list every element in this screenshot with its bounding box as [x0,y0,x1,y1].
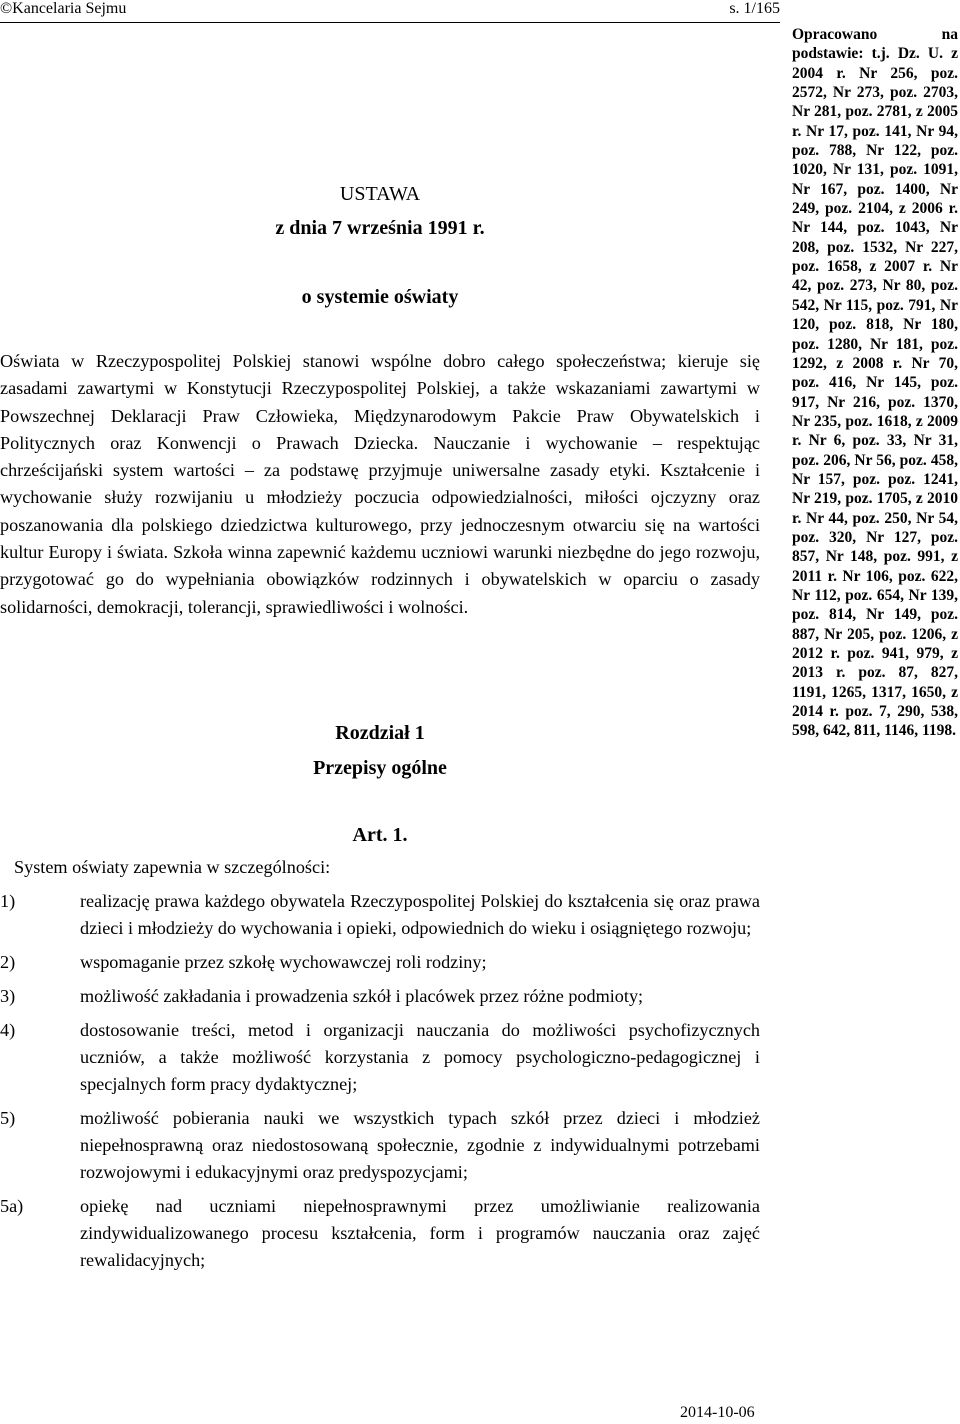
list-item [0,949,760,976]
list-item-number: 5) [0,1108,16,1128]
article-label: Art. 1. [352,824,408,846]
list-item-number: 5a) [0,1196,24,1216]
list-item-text: możliwość pobierania nauki we wszystkich typach szkół przez dzieci i młodzież niepełnosprawną oraz niedostosowaną społecznie, zgodnie z indywidualnymi potrzebami rozwojowymi i edukacyjnymi oraz predyspozycjami; [80,1108,760,1182]
act-date: z dnia 7 września 1991 r. [275,217,485,239]
list-item [0,1017,760,1098]
act-subject: o systemie oświaty [301,286,459,308]
article-items [0,888,760,1281]
list-item-number: 1) [0,891,16,911]
page-header [0,0,780,23]
list-item [0,1105,760,1186]
list-item-number: 2) [0,952,16,972]
chapter-title: Przepisy ogólne [313,757,447,779]
list-item-text: opiekę nad uczniami niepełnosprawnymi przez umożliwianie realizowania zindywidualizowanego procesu kształcenia, form i programów nauczania oraz zajęć rewalidacyjnych; [80,1196,760,1270]
list-item-text: dostosowanie treści, metod i organizacji nauczania do możliwości psychofizycznych uczniów, a także możliwość korzystania z pomocy psychologiczno-pedagogicznej i specjalnych form pracy dydaktycznej; [80,1020,760,1094]
footer-date: 2014-10-06 [680,1404,755,1421]
list-item-text: wspomaganie przez szkołę wychowawczej roli rodziny; [80,952,487,972]
article-intro: System oświaty zapewnia w szczególności: [14,857,331,877]
list-item-text: realizację prawa każdego obywatela Rzeczypospolitej Polskiej do kształcenia się oraz prawa dzieci i młodzieży do wychowania i opieki, odpowiednich do wieku i osiągniętego rozwoju; [80,891,760,938]
sidebar-legal-basis: Opracowano na podstawie: t.j. Dz. U. z 2004 r. Nr 256, poz. 2572, Nr 273, poz. 2703, Nr 281, poz. 2781, z 2005 r. Nr 17, poz. 141, Nr 94, poz. 788, Nr 122, poz. 1020, Nr 131, poz. 1091, Nr 167, poz. 1400, Nr 249, poz. 2104, z 2006 r. Nr 144, poz. 1043, Nr 208, poz. 1532, Nr 227, poz. 1658, z 2007 r. Nr 42, poz. 273, Nr 80, poz. 542, Nr 115, poz. 791, Nr 120, poz. 818, Nr 180, poz. 1280, Nr 181, poz. 1292, z 2008 r. Nr 70, poz. 416, Nr 145, poz. 917, Nr 216, poz. 1370, Nr 235, poz. 1618, z 2009 r. Nr 6, poz. 33, Nr 31, poz. 206, Nr 56, poz. 458, Nr 157, poz. poz. 1241, Nr 219, poz. 1705, z 2010 r. Nr 44, poz. 250, Nr 54, poz. 320, Nr 127, poz. 857, Nr 148, poz. 991, z 2011 r. Nr 106, poz. 622, Nr 112, poz. 654, Nr 139, poz. 814, Nr 149, poz. 887, Nr 205, poz. 1206, z 2012 r. poz. 941, 979, z 2013 r. poz. 87, 827, 1191, 1265, 1317, 1650, z 2014 r. poz. 7, 290, 538, 598, 642, 811, 1146, 1198. [792,26,958,740]
list-item-number: 3) [0,986,16,1006]
chapter-number: Rozdział 1 [335,722,425,744]
preamble: Oświata w Rzeczypospolitej Polskiej stanowi wspólne dobro całego społeczeństwa; kieruje się zasadami zawartymi w Konstytucji Rzeczypospolitej Polskiej, a także wskazaniami zawartymi w Powszechnej Deklaracji Praw Człowieka, Międzynarodowym Pakcie Praw Obywatelskich i Politycznych oraz Konwencji o Prawach Dziecka. Nauczanie i wychowanie – respektując chrześcijański system wartości – za podstawę przyjmuje uniwersalne zasady etyki. Kształcenie i wychowanie służy rozwijaniu u młodzieży poczucia odpowiedzialności, miłości ojczyzny oraz poszanowania dla polskiego dziedzictwa kulturowego, przy jednoczesnym otwarciu się na wartości kultur Europy i świata. Szkoła winna zapewnić każdemu uczniowi warunki niezbędne do jego rozwoju, przygotować go do wypełniania obowiązków rodzinnych i obywatelskich w oparciu o zasady solidarności, demokracji, tolerancji, sprawiedliwości i wolności. [0,351,760,617]
header-source: ©Kancelaria Sejmu [0,0,127,17]
list-item [0,983,760,1010]
list-item-number: 4) [0,1020,16,1040]
list-item-text: możliwość zakładania i prowadzenia szkół i placówek przez różne podmioty; [80,986,644,1006]
list-item [0,1193,760,1274]
list-item [0,888,760,942]
page-number: s. 1/165 [729,0,780,17]
act-title: USTAWA [339,183,421,205]
